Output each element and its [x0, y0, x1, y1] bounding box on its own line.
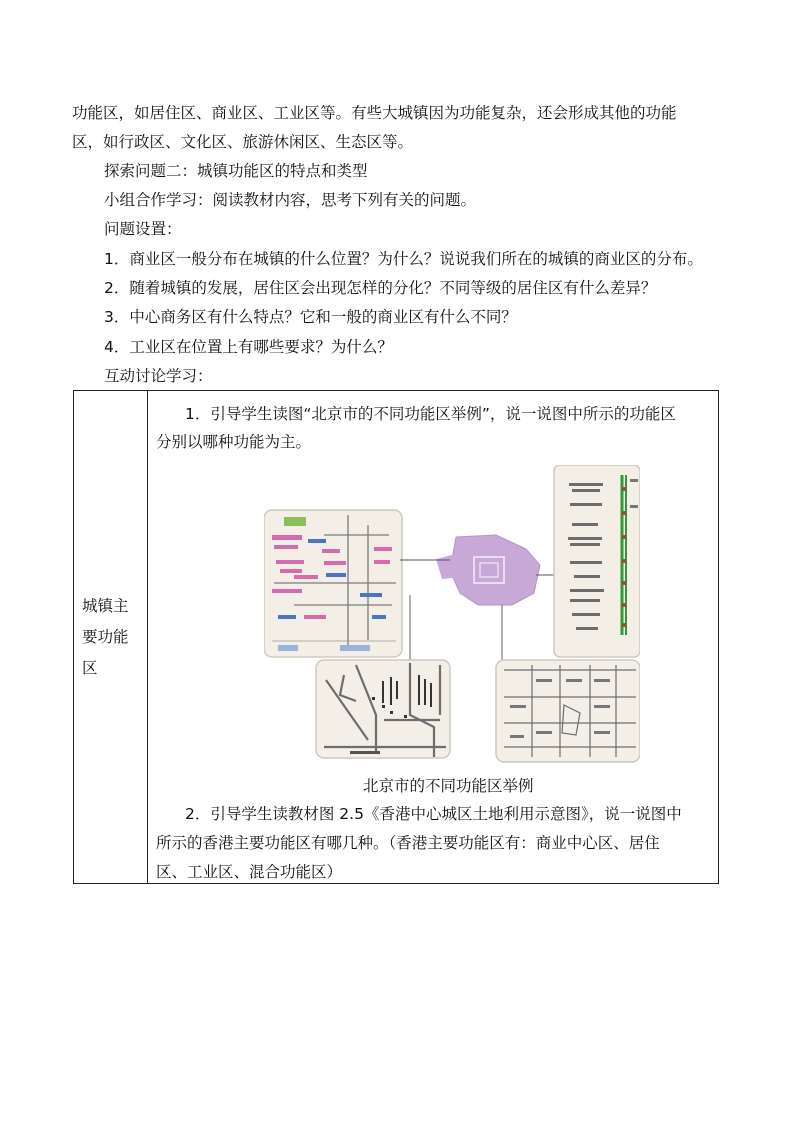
paragraph-line-1: 功能区，如居住区、商业区、工业区等。有些大城镇因为功能复杂，还会形成其他的功能 [72, 104, 677, 122]
function-zone-table [73, 390, 719, 884]
map-panel-bottom-left [316, 660, 450, 758]
beijing-function-zones-figure [264, 465, 640, 765]
table-content-cell [148, 391, 719, 884]
question-3: 3．中心商务区有什么特点？它和一般的商业区有什么不同？ [104, 308, 517, 326]
map-panel-top-right [554, 465, 640, 657]
table-label: 城镇主要功能区 [82, 596, 129, 677]
discussion-heading: 互动讨论学习： [104, 367, 213, 385]
question-2: 2．随着城镇的发展，居住区会出现怎样的分化？不同等级的居住区有什么差异？ [104, 279, 657, 297]
guide-item-2-line-3: 区、工业区、混合功能区） [156, 863, 343, 881]
guide-item-1-line-1: 1．引导学生读图“北京市的不同功能区举例”，说一说图中所示的功能区 [185, 405, 676, 423]
table-label-cell [74, 391, 148, 884]
guide-item-1-line-2: 分别以哪种功能为主。 [156, 433, 312, 451]
guide-item-2-line-2: 所示的香港主要功能区有哪几种。（香港主要功能区有：商业中心区、居住 [156, 834, 660, 852]
group-study-line: 小组合作学习：阅读教材内容，思考下列有关的问题。 [104, 191, 477, 209]
question-setup-heading: 问题设置： [104, 220, 182, 238]
paragraph-line-2: 区，如行政区、文化区、旅游休闲区、生态区等。 [72, 133, 414, 151]
palace-center [436, 535, 540, 605]
figure-caption: 北京市的不同功能区举例 [363, 777, 534, 795]
map-panel-top-left [264, 510, 402, 657]
section-heading: 探索问题二：城镇功能区的特点和类型 [104, 162, 368, 180]
map-panel-bottom-right [496, 660, 640, 762]
guide-item-2-line-1: 2．引导学生读教材图 2.5《香港中心城区土地利用示意图》，说一说图中 [185, 805, 682, 823]
question-1: 1．商业区一般分布在城镇的什么位置？为什么？说说我们所在的城镇的商业区的分布。 [104, 250, 703, 268]
question-4: 4．工业区在位置上有哪些要求？为什么？ [104, 338, 393, 356]
